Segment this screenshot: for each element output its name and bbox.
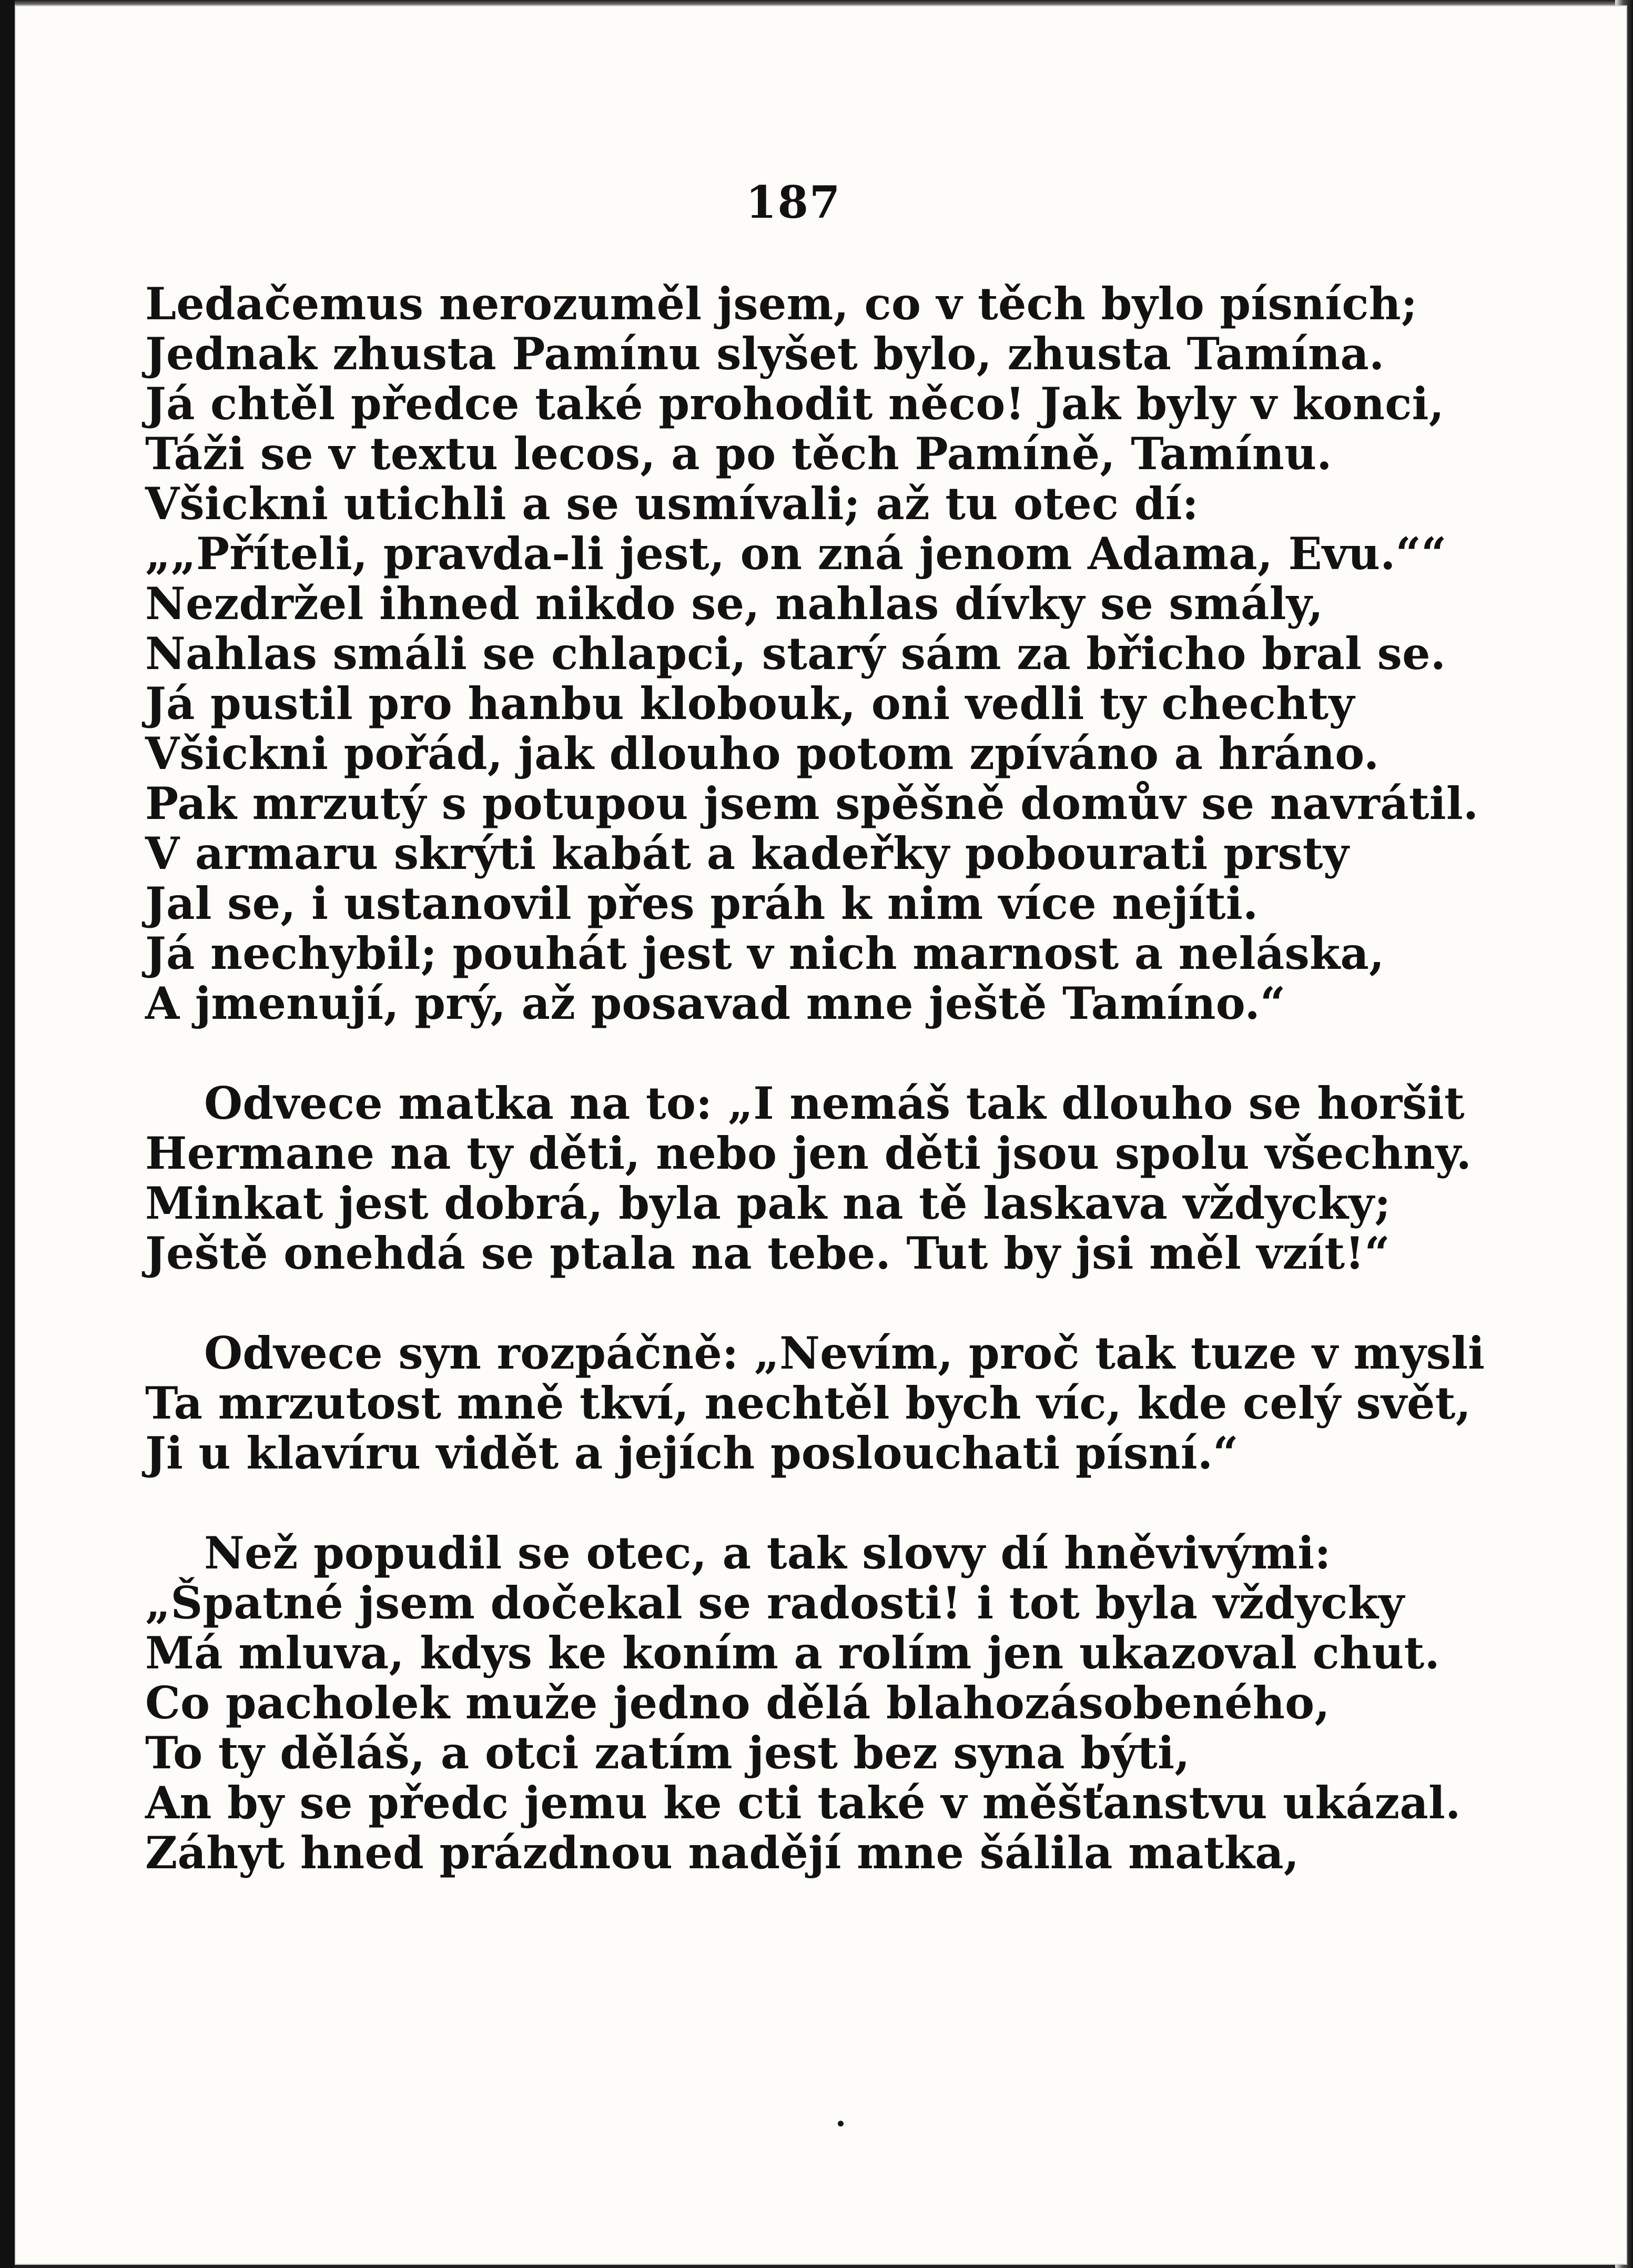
poem-line: Ji u klavíru vidět a jejích poslouchati písní.“ bbox=[145, 1427, 1239, 1479]
poem-line: Nahlas smáli se chlapci, starý sám za břicho bral se. bbox=[145, 627, 1446, 680]
left-binding-shadow bbox=[0, 0, 15, 2268]
stanza-4 bbox=[145, 1528, 1460, 1878]
poem-line: Ta mrzutost mně tkví, nechtěl bych víc, kde celý svět, bbox=[145, 1377, 1472, 1429]
poem-line: Pak mrzutý s potupou jsem spěšně domův se navrátil. bbox=[145, 777, 1479, 829]
poem-line: Minkat jest dobrá, byla pak na tě laskava vždycky; bbox=[145, 1177, 1391, 1229]
poem-line: Ještě onehdá se ptala na tebe. Tut by jsi měl vzít!“ bbox=[145, 1227, 1390, 1279]
poem-line: Všickni pořád, jak dlouho potom zpíváno a hráno. bbox=[145, 727, 1380, 779]
poem-line: Odvece matka na to: „I nemáš tak dlouho se horšit bbox=[204, 1077, 1465, 1129]
poem-line: Nezdržel ihned nikdo se, nahlas dívky se smály, bbox=[145, 578, 1324, 630]
poem-line: Jednak zhusta Pamínu slyšet bylo, zhusta Tamína. bbox=[145, 328, 1385, 380]
stanza-1 bbox=[145, 278, 1479, 1029]
poem-line: Táži se v textu lecos, a po těch Pamíně, Tamínu. bbox=[145, 428, 1332, 480]
poem-line: Odvece syn rozpáčně: „Nevím, proč tak tuze v mysli bbox=[204, 1327, 1485, 1379]
poem-line: An by se předc jemu ke cti také v měšťanstvu ukázal. bbox=[145, 1777, 1461, 1829]
stanza-3 bbox=[145, 1327, 1485, 1479]
poem-line: Ledačemus nerozuměl jsem, co v těch bylo písních; bbox=[145, 278, 1418, 330]
poem-line: Všickni utichli a se usmívali; až tu otec dí: bbox=[145, 478, 1199, 530]
poem-line: Já pustil pro hanbu klobouk, oni vedli ty chechty bbox=[145, 677, 1355, 730]
stanza-2 bbox=[145, 1077, 1472, 1279]
scanned-book-page bbox=[15, 5, 1627, 2265]
page-number: 187 bbox=[746, 176, 841, 228]
poem-line: Co pacholek muže jedno dělá blahozásobeného, bbox=[145, 1677, 1330, 1729]
poem-line: Jal se, i ustanovil přes práh k nim více nejíti. bbox=[145, 877, 1259, 929]
poem-text bbox=[145, 278, 1485, 1879]
poem-line: Záhyt hned prázdnou nadějí mne šálila matka, bbox=[145, 1827, 1300, 1879]
poem-line: Hermane na ty děti, nebo jen děti jsou spolu všechny. bbox=[145, 1127, 1472, 1179]
poem-line: „„Příteli, pravda-li jest, on zná jenom Adama, Evu.““ bbox=[145, 528, 1447, 580]
poem-line: „Špatné jsem dočekal se radosti! i tot byla vždycky bbox=[145, 1577, 1405, 1629]
poem-line: Než popudil se otec, a tak slovy dí hněvivými: bbox=[204, 1527, 1331, 1579]
ink-speck bbox=[838, 2121, 844, 2127]
poem-line: A jmenují, prý, až posavad mne ještě Tamíno.“ bbox=[145, 977, 1286, 1029]
poem-line: Má mluva, kdys ke koním a rolím jen ukazoval chut. bbox=[145, 1627, 1440, 1679]
poem-line: Já chtěl předce také prohodit něco! Jak byly v konci, bbox=[145, 378, 1445, 430]
poem-line: To ty děláš, a otci zatím jest bez syna býti, bbox=[145, 1727, 1190, 1779]
poem-line: V armaru skrýti kabát a kadeřky pobourati prsty bbox=[145, 827, 1349, 879]
poem-line: Já nechybil; pouhát jest v nich marnost a neláska, bbox=[145, 927, 1385, 979]
